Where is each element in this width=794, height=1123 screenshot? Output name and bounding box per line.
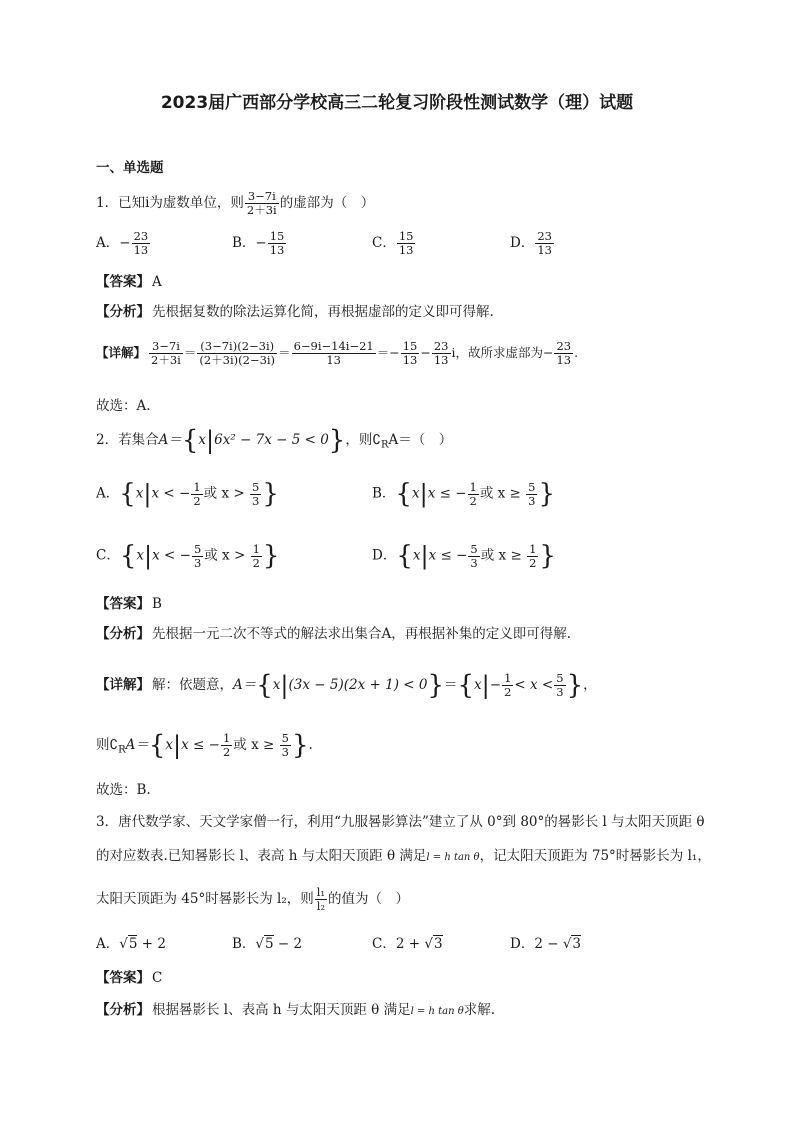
question-3-line-3: 太阳天顶距为 45°时晷影长为 l₂，则 $\frac{\text{l₁}}{\text{l₂}}$ 的值为（ ） (96, 885, 410, 913)
q2-detail-then: 则$∁_RA=\{x|x$ ≤ − $\frac{1}{2}$ 或 x ≥ $\frac{5}{3}$ }. (96, 730, 313, 761)
q2-analysis: 【分析】 先根据一元二次不等式的解法求出集合A，再根据补集的定义即可得解. (96, 626, 572, 642)
q1-prefix: 1．已知i为虚数单位，则 (96, 195, 244, 211)
q3-option-d: D．2 − √3 (510, 936, 582, 952)
q2-option-a: A．{x|x < − $\frac{1}{2}$ 或 x > $\frac{5}{3}$ } (96, 479, 279, 509)
q2-option-b: B．{x|x ≤ − $\frac{1}{2}$ 或 x ≥ $\frac{5}{3}$ } (372, 479, 556, 509)
q1-answer: 【答案】 A (96, 274, 162, 290)
q2-detail: 【详解】 解：依题意，A＝{x|(3x − 5)(2x + 1) < 0}＝{x|− $\frac{1}{2}$ < x < $\frac{5}{3}$ }， (96, 670, 597, 701)
q1-choose: 故选：A. (96, 398, 151, 414)
q3-option-a: A．√5 + 2 (96, 936, 166, 952)
q3-option-c: C．2 + √3 (372, 936, 443, 952)
q1-suffix: 的虚部为（ ） (279, 195, 375, 211)
question-1 (96, 190, 374, 217)
question-3-line-2: 的对应数表.已知晷影长 l、表高 h 与太阳天顶距 θ 满足l = h tan θ，记太阳天顶距为 75°时晷影长为 l₁， (96, 848, 711, 864)
q3-option-b: B．√5 − 2 (232, 936, 303, 952)
q1-fraction: $\frac{3-7i}{2+3i}$ (246, 189, 277, 217)
q2-choose: 故选：B. (96, 782, 151, 798)
section-heading: 一、单选题 (96, 160, 164, 176)
q1-detail: 【详解】 $\frac{3-7i}{2+3i}$ ＝ $\frac{(3-7i)(2-3i)}{(2+3i)(2-3i)}$ ＝ $\frac{6-9i-14i-21}{13}$ ＝− $\frac{15}{13}$ − $\frac{23}{13}$ i，故所求虚部为− $\frac{23}{13}$ . (96, 339, 579, 367)
q3-analysis: 【分析】 根据晷影长 l、表高 h 与太阳天顶距 θ 满足l = h tan θ求解. (96, 1002, 496, 1018)
question-2: 2．若集合A＝{x|6x² − 7x − 5 < 0}，则$∁_RA=$（ ） (96, 425, 453, 456)
q2-option-d: D．{x|x ≤ − $\frac{5}{3}$ 或 x ≥ $\frac{1}{2}$ } (372, 541, 556, 571)
page-title: 2023届广西部分学校高三二轮复习阶段性测试数学（理）试题 (160, 93, 634, 113)
question-3-line-1: 3．唐代数学家、天文学家僧一行，利用“九服晷影算法”建立了从 0°到 80°的晷影长 l 与太阳天顶距 θ (96, 814, 705, 830)
q1-option-d: D． $\frac{23}{13}$ (510, 229, 552, 257)
q1-option-a: A．− $\frac{23}{13}$ (96, 229, 149, 257)
q1-analysis: 【分析】 先根据复数的除法运算化简，再根据虚部的定义即可得解. (96, 304, 494, 320)
q1-option-b: B．− $\frac{15}{13}$ (232, 229, 285, 257)
q2-answer: 【答案】 B (96, 596, 162, 612)
q3-answer: 【答案】 C (96, 970, 163, 986)
q1-option-c: C． $\frac{15}{13}$ (372, 229, 414, 257)
q2-option-c: C．{x|x < − $\frac{5}{3}$ 或 x > $\frac{1}{2}$ } (96, 541, 280, 571)
